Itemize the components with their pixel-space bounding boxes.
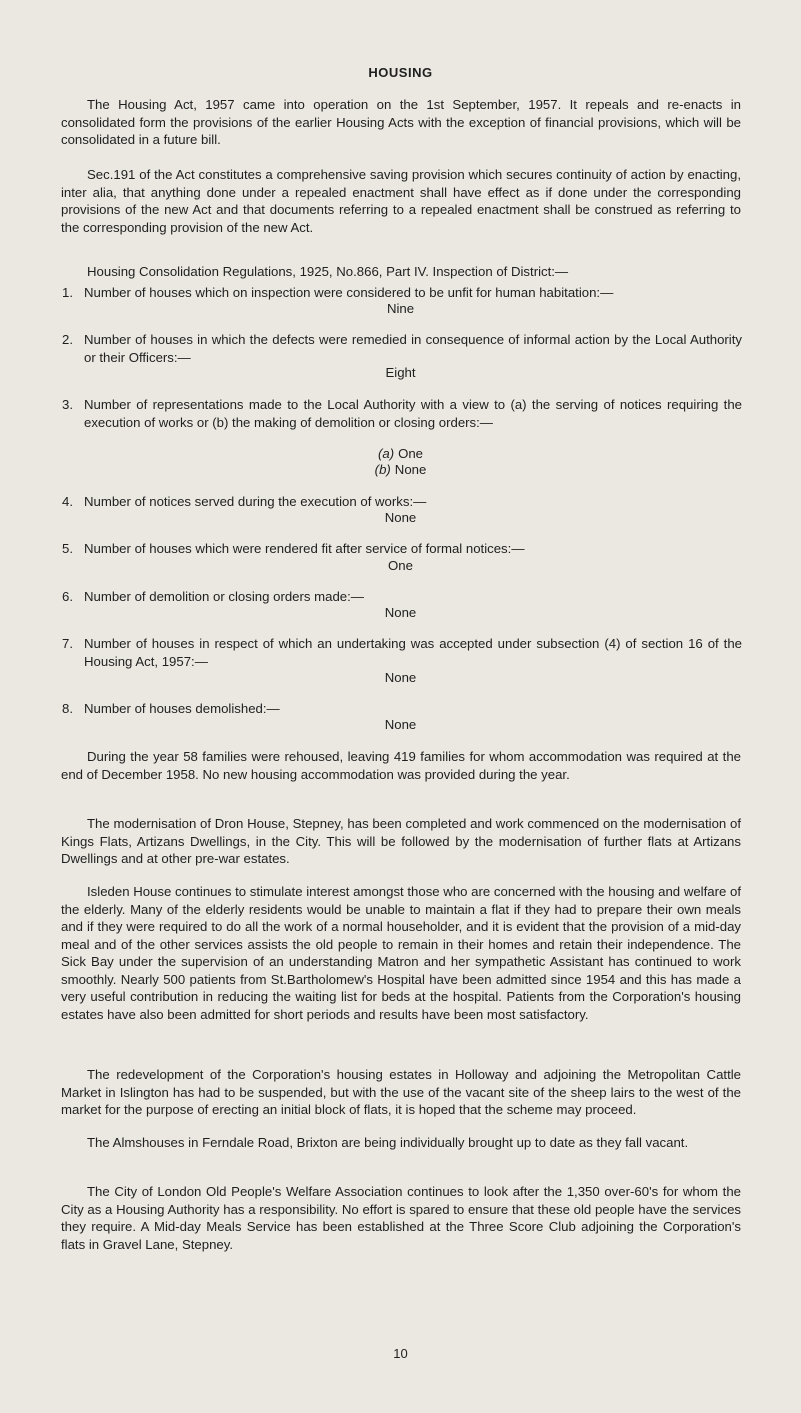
item-answer: Nine bbox=[386, 301, 415, 316]
list-item bbox=[62, 284, 742, 302]
item-number: 2. bbox=[62, 332, 73, 347]
item-text: Number of houses which were rendered fit after service of formal notices:— bbox=[84, 541, 525, 556]
item-text: Number of houses in which the defects were remedied in consequence of informal action by the Local Authority or their Officers:— bbox=[84, 332, 742, 365]
item-answer-b bbox=[0, 462, 801, 477]
item-number: 5. bbox=[62, 541, 73, 556]
paragraph-redevelopment: The redevelopment of the Corporation's housing estates in Holloway and adjoining the Metropolitan Cattle Market in Islington has had to be suspended, but with the use of the vacant site of the sheep lairs to the west of the market for the purpose of erecting an initial block of flats, it is hoped that the scheme may proceed. bbox=[61, 1067, 741, 1117]
item-number: 3. bbox=[62, 397, 73, 412]
item-answer: None bbox=[384, 605, 417, 620]
item-answer: Eight bbox=[385, 365, 416, 380]
paragraph-welfare-association: The City of London Old People's Welfare Association continues to look after the 1,350 over-60's for whom the City as a Housing Authority has a responsibility. No effort is spared to ensure that these old people have the services they require. A Mid-day Meals Service has been established at the Three Score Club adjoining the Corporation's flats in Gravel Lane, Stepney. bbox=[61, 1184, 741, 1252]
item-number: 1. bbox=[62, 285, 73, 300]
list-item bbox=[62, 700, 742, 718]
paragraph-isleden-house: Isleden House continues to stimulate interest amongst those who are concerned with the housing and welfare of the elderly. Many of the elderly residents would be unable to maintain a flat if they had to prepare their own meals and if they were required to do all the work of a normal householder, and it is evident that the provision of a mid-day meal and of the other services assists the old people to remain in their homes and retain their independence. The Sick Bay under the supervision of an understanding Matron and her sympathetic Assistant has continued to work smoothly. Nearly 500 patients from St.Bartholomew's Hospital have been admitted since 1954 and this has made a very useful contribution in reducing the waiting list for beds at the hospital. Patients from the Corporation's housing estates have also been admitted for short periods and results have been most satisfactory. bbox=[61, 884, 741, 1022]
item-answer-a bbox=[0, 446, 801, 461]
item-text: Number of houses in respect of which an undertaking was accepted under subsection (4) of section 16 of the Housing Act, 1957:— bbox=[84, 636, 742, 669]
list-item bbox=[62, 493, 742, 511]
answer-label: (a) bbox=[377, 446, 395, 461]
paragraph-almshouses: The Almshouses in Ferndale Road, Brixton are being individually brought up to date as they fall vacant. bbox=[87, 1135, 689, 1150]
item-number: 4. bbox=[62, 494, 73, 509]
list-item bbox=[62, 635, 742, 670]
list-item bbox=[62, 540, 742, 558]
item-text: Number of demolition or closing orders made:— bbox=[84, 589, 364, 604]
paragraph-housing-act: The Housing Act, 1957 came into operation on the 1st September, 1957. It repeals and re-enacts in consolidated form the provisions of the earlier Housing Acts with the exception of financial provisions, which will be consolidated in a future bill. bbox=[61, 97, 741, 147]
item-text: Number of representations made to the Local Authority with a view to (a) the serving of notices requiring the execution of works or (b) the making of demolition or closing orders:— bbox=[84, 397, 742, 430]
answer-label: (b) bbox=[374, 462, 391, 477]
item-answer: None bbox=[384, 670, 417, 685]
page-title: HOUSING bbox=[368, 65, 433, 80]
item-text: Number of houses demolished:— bbox=[84, 701, 280, 716]
paragraph-rehousing: During the year 58 families were rehoused, leaving 419 families for whom accommodation was required at the end of December 1958. No new housing accommodation was provided during the year. bbox=[61, 749, 741, 782]
paragraph-modernisation: The modernisation of Dron House, Stepney, has been completed and work commenced on the modernisation of Kings Flats, Artizans Dwellings, in the City. This will be followed by the modernisation of further flats at Artizans Dwellings and at other pre-war estates. bbox=[61, 816, 741, 866]
item-answer: One bbox=[388, 558, 413, 573]
item-number: 8. bbox=[62, 701, 73, 716]
item-text: Number of houses which on inspection were considered to be unfit for human habitation:— bbox=[84, 285, 614, 300]
page-number: 10 bbox=[393, 1346, 408, 1361]
answer-value: One bbox=[398, 446, 424, 461]
list-item bbox=[62, 331, 742, 366]
list-item bbox=[62, 396, 742, 431]
item-number: 7. bbox=[62, 636, 73, 651]
item-number: 6. bbox=[62, 589, 73, 604]
answer-value: None bbox=[394, 462, 427, 477]
list-item bbox=[62, 588, 742, 606]
paragraph-sec-191: Sec.191 of the Act constitutes a comprehensive saving provision which secures continuity of action by enacting, inter alia, that anything done under a repealed enactment shall have effect as if done under the corresponding provisions of the new Act and that documents referring to a repealed enactment shall be construed as referring to the corresponding provision of the new Act. bbox=[61, 167, 741, 235]
item-answer: None bbox=[384, 510, 417, 525]
regulations-intro: Housing Consolidation Regulations, 1925, No.866, Part IV. Inspection of District:— bbox=[87, 264, 569, 279]
item-answer: None bbox=[384, 717, 417, 732]
item-text: Number of notices served during the execution of works:— bbox=[84, 494, 427, 509]
